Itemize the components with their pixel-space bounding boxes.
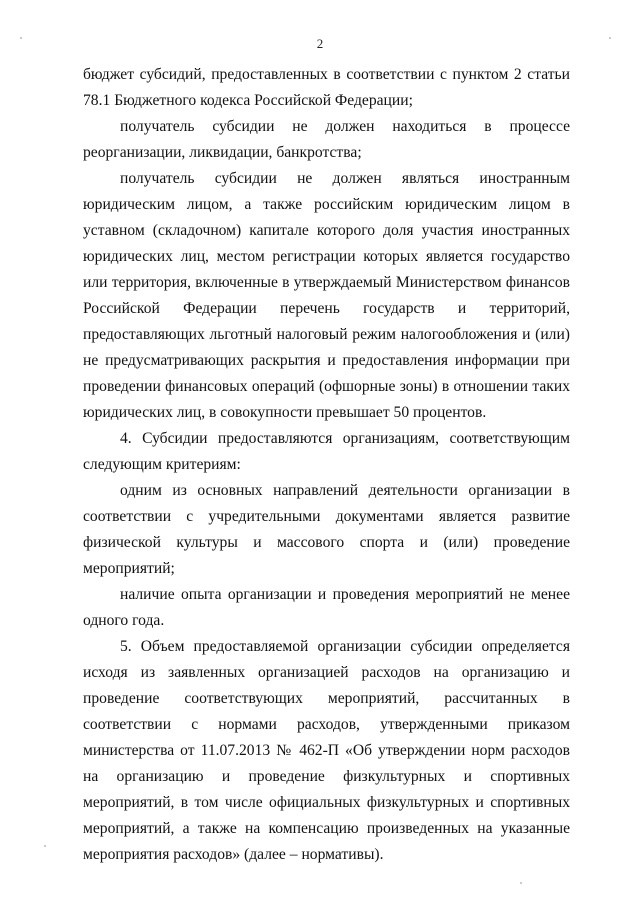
paragraph-budget-subsidies: бюджет субсидий, предоставленных в соответствии с пунктом 2 статьи 78.1 Бюджетного кодекса Российской Федерации; bbox=[83, 66, 570, 109]
paragraph-reorganization: получатель субсидии не должен находиться в процессе реорганизации, ликвидации, банкротства; bbox=[83, 118, 570, 161]
document-body bbox=[83, 62, 570, 868]
paragraph-experience: наличие опыта организации и проведения мероприятий не менее одного года. bbox=[83, 586, 570, 629]
paragraph-subsidy-volume: 5. Объем предоставляемой организации субсидии определяется исходя из заявленных организацией расходов на организацию и проведение соответствующих мероприятий, рассчитанных в соответствии с нормами расходов, утвержденными приказом министерства от 11.07.2013 № 462-П «Об утверждении норм расходов на организацию и проведение физкультурных и спортивных мероприятий, в том числе официальных физкультурных и спортивных мероприятий, а также на компенсацию произведенных на указанные мероприятия расходов» (далее – нормативы). bbox=[83, 638, 570, 863]
page-number: 2 bbox=[316, 36, 324, 51]
scan-speck bbox=[520, 882, 522, 884]
paragraph-criteria-intro: 4. Субсидии предоставляются организациям, соответствующим следующим критериям: bbox=[83, 430, 570, 473]
scan-speck bbox=[44, 845, 46, 847]
paragraph-foreign-entity: получатель субсидии не должен являться иностранным юридическим лицом, а также российским юридическим лицом в уставном (складочном) капитале которого доля участия иностранных юридических лиц, местом регистрации которых является государство или территория, включенные в утверждаемый Министерством финансов Российской Федерации перечень государств и территорий, предоставляющих льготный налоговый режим налогообложения и (или) не предусматривающих раскрытия и предоставления информации при проведении финансовых операций (офшорные зоны) в отношении таких юридических лиц, в совокупности превышает 50 процентов. bbox=[83, 170, 570, 421]
scan-speck bbox=[609, 37, 611, 39]
paragraph-main-activity: одним из основных направлений деятельности организации в соответствии с учредительными документами является развитие физической культуры и массового спорта и (или) проведение мероприятий; bbox=[83, 482, 570, 577]
scan-speck bbox=[20, 37, 22, 39]
